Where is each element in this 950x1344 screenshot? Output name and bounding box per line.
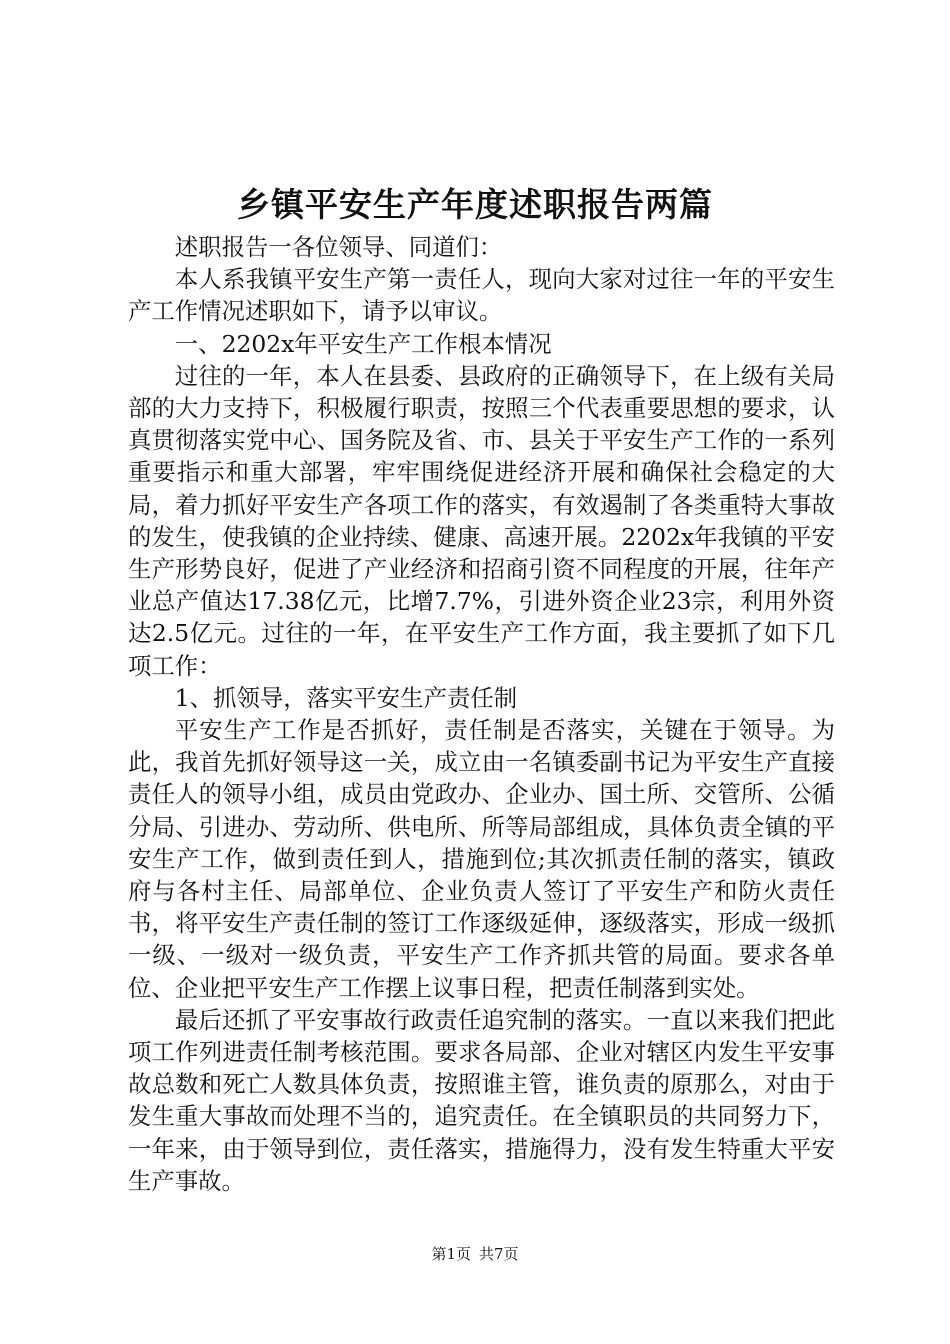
paragraph-overview: 过往的一年，本人在县委、县政府的正确领导下，在上级有关局部的大力支持下，积极履行职责，按照三个代表重要思想的要求，认真贯彻落实党中心、国务院及省、市、县关于平安生产工作的一系列重要指示和重大部署，牢牢围绕促进经济开展和确保社会稳定的大局，着力抓好平安生产各项工作的落实，有效遏制了各类重特大事故的发生，使我镇的企业持续、健康、高速开展。2202x年我镇的平安生产形势良好，促进了产业经济和招商引资不同程度的开展，往年产业总产值达17.38亿元，比增7.7%，引进外资企业23宗，利用外资达2.5亿元。过往的一年，在平安生产工作方面，我主要抓了如下几项工作：: [128, 361, 835, 680]
paragraph-responsibility: 平安生产工作是否抓好，责任制是否落实，关键在于领导。为此，我首先抓好领导这一关，成立由一名镇委副书记为平安生产直接责任人的领导小组，成员由党政办、企业办、国土所、交管所、公循分局、引进办、劳动所、供电所、所等局部组成，具体负责全镇的平安生产工作，做到责任到人，措施到位;其次抓责任制的落实，镇政府与各村主任、局部单位、企业负责人签订了平安生产和防火责任书，将平安生产责任制的签订工作逐级延伸，逐级落实，形成一级抓一级、一级对一级负责，平安生产工作齐抓共管的局面。要求各单位、企业把平安生产工作摆上议事日程，把责任制落到实处。: [128, 716, 835, 1002]
paragraph-greeting: 述职报告一各位领导、同道们：: [174, 233, 503, 261]
page-footer: [0, 1244, 950, 1264]
document-title: 乡镇平安生产年度述职报告两篇: [237, 185, 713, 224]
paragraph-intro: 本人系我镇平安生产第一责任人，现向大家对过往一年的平安生产工作情况述职如下，请予以审议。: [128, 265, 835, 326]
page-total: 共7页: [479, 1245, 519, 1263]
paragraph-accountability: 最后还抓了平安事故行政责任追究制的落实。一直以来我们把此项工作列进责任制考核范围。要求各局部、企业对辖区内发生平安事故总数和死亡人数具体负责，按照谁主管，谁负责的原那么，对由于发生重大事故而处理不当的，追究责任。在全镇职员的共同努力下，一年来，由于领导到位，责任落实，措施得力，没有发生特重大平安生产事故。: [128, 1005, 835, 1195]
document-body: [128, 231, 835, 1197]
subsection-heading-1: 1、抓领导，落实平安生产责任制: [174, 683, 518, 712]
section-heading-1: 一、2202x年平安生产工作根本情况: [174, 329, 552, 358]
page-number: 第1页: [431, 1245, 471, 1263]
